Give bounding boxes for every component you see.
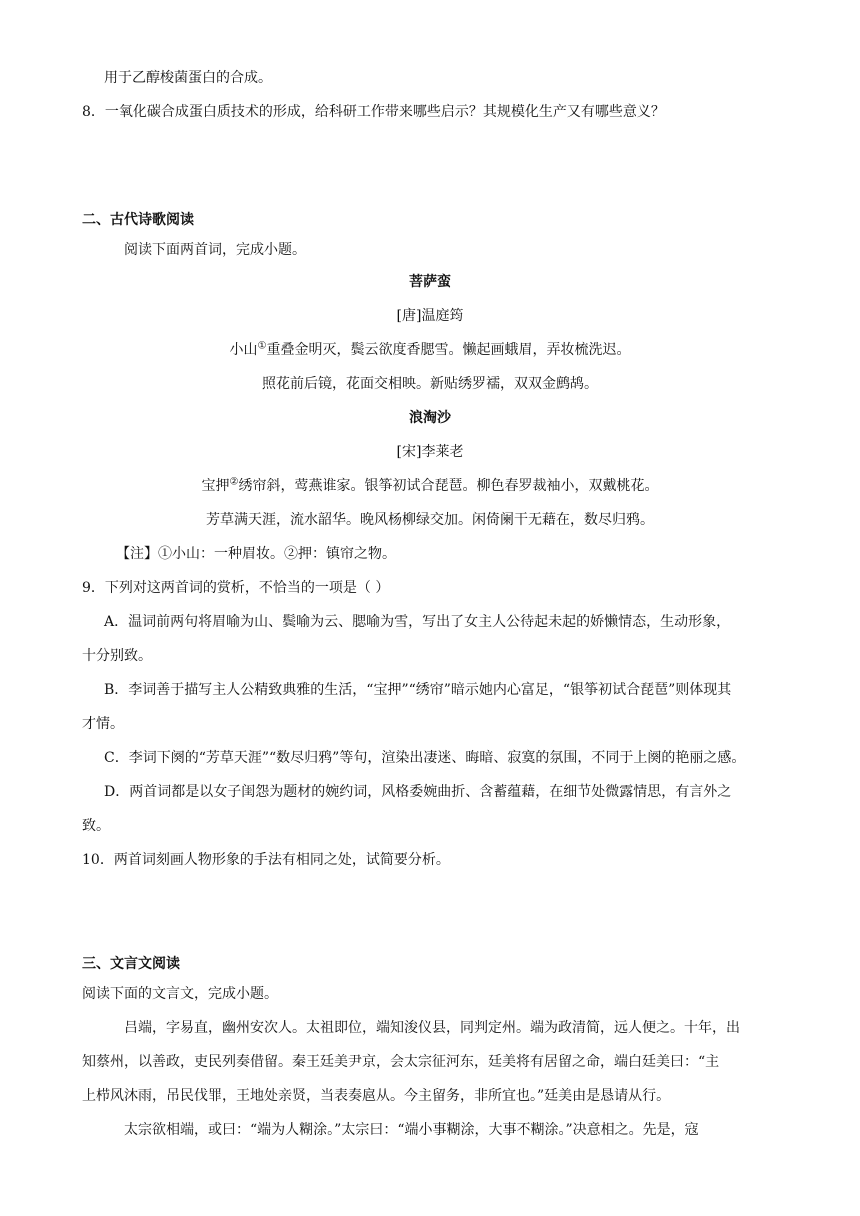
poem-2-line-2: 芳草满天涯，流水韶华。晚风杨柳绿交加。闲倚阑干无藉在，数尽归鸦。 [206, 512, 654, 528]
footnote-marker-2: ② [229, 476, 239, 488]
question-9-stem: 9．下列对这两首词的赏析，不恰当的一项是（ ） [82, 580, 390, 596]
poem-1-line-2: 照花前后镜，花面交相映。新贴绣罗襦，双双金鹧鸪。 [262, 376, 598, 392]
poem-2-title: 浪淘沙 [409, 410, 451, 426]
poem-2-line-1-rest: 绣帘斜，莺燕谁家。银筝初试合琵琶。柳色春罗裁袖小，双戴桃花。 [238, 478, 659, 494]
option-d-line-2: 致。 [82, 818, 110, 834]
section-3-heading: 三、文言文阅读 [82, 956, 180, 972]
question-10: 10．两首词刻画人物形象的手法有相同之处，试简要分析。 [82, 852, 450, 868]
poem-1-author: [唐]温庭筠 [396, 308, 464, 324]
poem-2-line-1-start: 宝押 [201, 478, 230, 494]
question-7-tail: 用于乙醇梭菌蛋白的合成。 [104, 70, 272, 86]
passage-paragraph-1-line-3: 上栉风沐雨，吊民伐罪，王地处亲贤，当表奏扈从。今主留务，非所宜也。”廷美由是恳请从行。 [82, 1088, 671, 1104]
passage-paragraph-1-line-2: 知蔡州，以善政，吏民列奏借留。秦王廷美尹京，会太宗征河东，廷美将有居留之命，端白廷美曰：“主 [82, 1054, 720, 1070]
section-3-instruction: 阅读下面的文言文，完成小题。 [82, 986, 278, 1002]
poem-notes: 【注】①小山：一种眉妆。②押：镇帘之物。 [116, 546, 396, 562]
passage-paragraph-2-line-1: 太宗欲相端，或曰：“端为人糊涂。”太宗曰：“端小事糊涂，大事不糊涂。”决意相之。先是，寇 [124, 1122, 699, 1138]
poem-2-author: [宋]李莱老 [396, 444, 464, 460]
option-c-line-1: C．李词下阕的“芳草天涯”“数尽归鸦”等句，渲染出凄迷、晦暗、寂寞的氛围，不同于上阕的艳丽之感。 [104, 750, 746, 766]
poem-1-title: 菩萨蛮 [409, 274, 451, 290]
section-2-heading: 二、古代诗歌阅读 [82, 212, 194, 228]
poem-1-line-1-start: 小山 [229, 342, 258, 358]
option-b-line-2: 才情。 [82, 716, 124, 732]
option-a-line-1: A．温词前两句将眉喻为山、鬓喻为云、腮喻为雪，写出了女主人公待起未起的娇懒情态，生动形象， [104, 614, 731, 630]
poem-1-line-1 [0, 340, 860, 360]
poem-1-line-1-rest: 重叠金明灭，鬓云欲度香腮雪。懒起画蛾眉，弄妆梳洗迟。 [266, 342, 631, 358]
footnote-marker-1: ① [257, 340, 267, 352]
section-2-instruction: 阅读下面两首词，完成小题。 [124, 242, 306, 258]
option-a-line-2: 十分别致。 [82, 648, 152, 664]
question-8: 8．一氧化碳合成蛋白质技术的形成，给科研工作带来哪些启示？其规模化生产又有哪些意义？ [82, 104, 665, 120]
poem-2-line-1 [0, 476, 860, 496]
passage-paragraph-1-line-1: 吕端，字易直，幽州安次人。太祖即位，端知浚仪县，同判定州。端为政清简，远人便之。十年，出 [124, 1020, 740, 1036]
option-b-line-1: B．李词善于描写主人公精致典雅的生活，“宝押”“绣帘”暗示她内心富足，“银筝初试合琵琶”则体现其 [104, 682, 732, 698]
option-d-line-1: D．两首词都是以女子闺怨为题材的婉约词，风格委婉曲折、含蓄蕴藉，在细节处微露情思，有言外之 [104, 784, 732, 800]
